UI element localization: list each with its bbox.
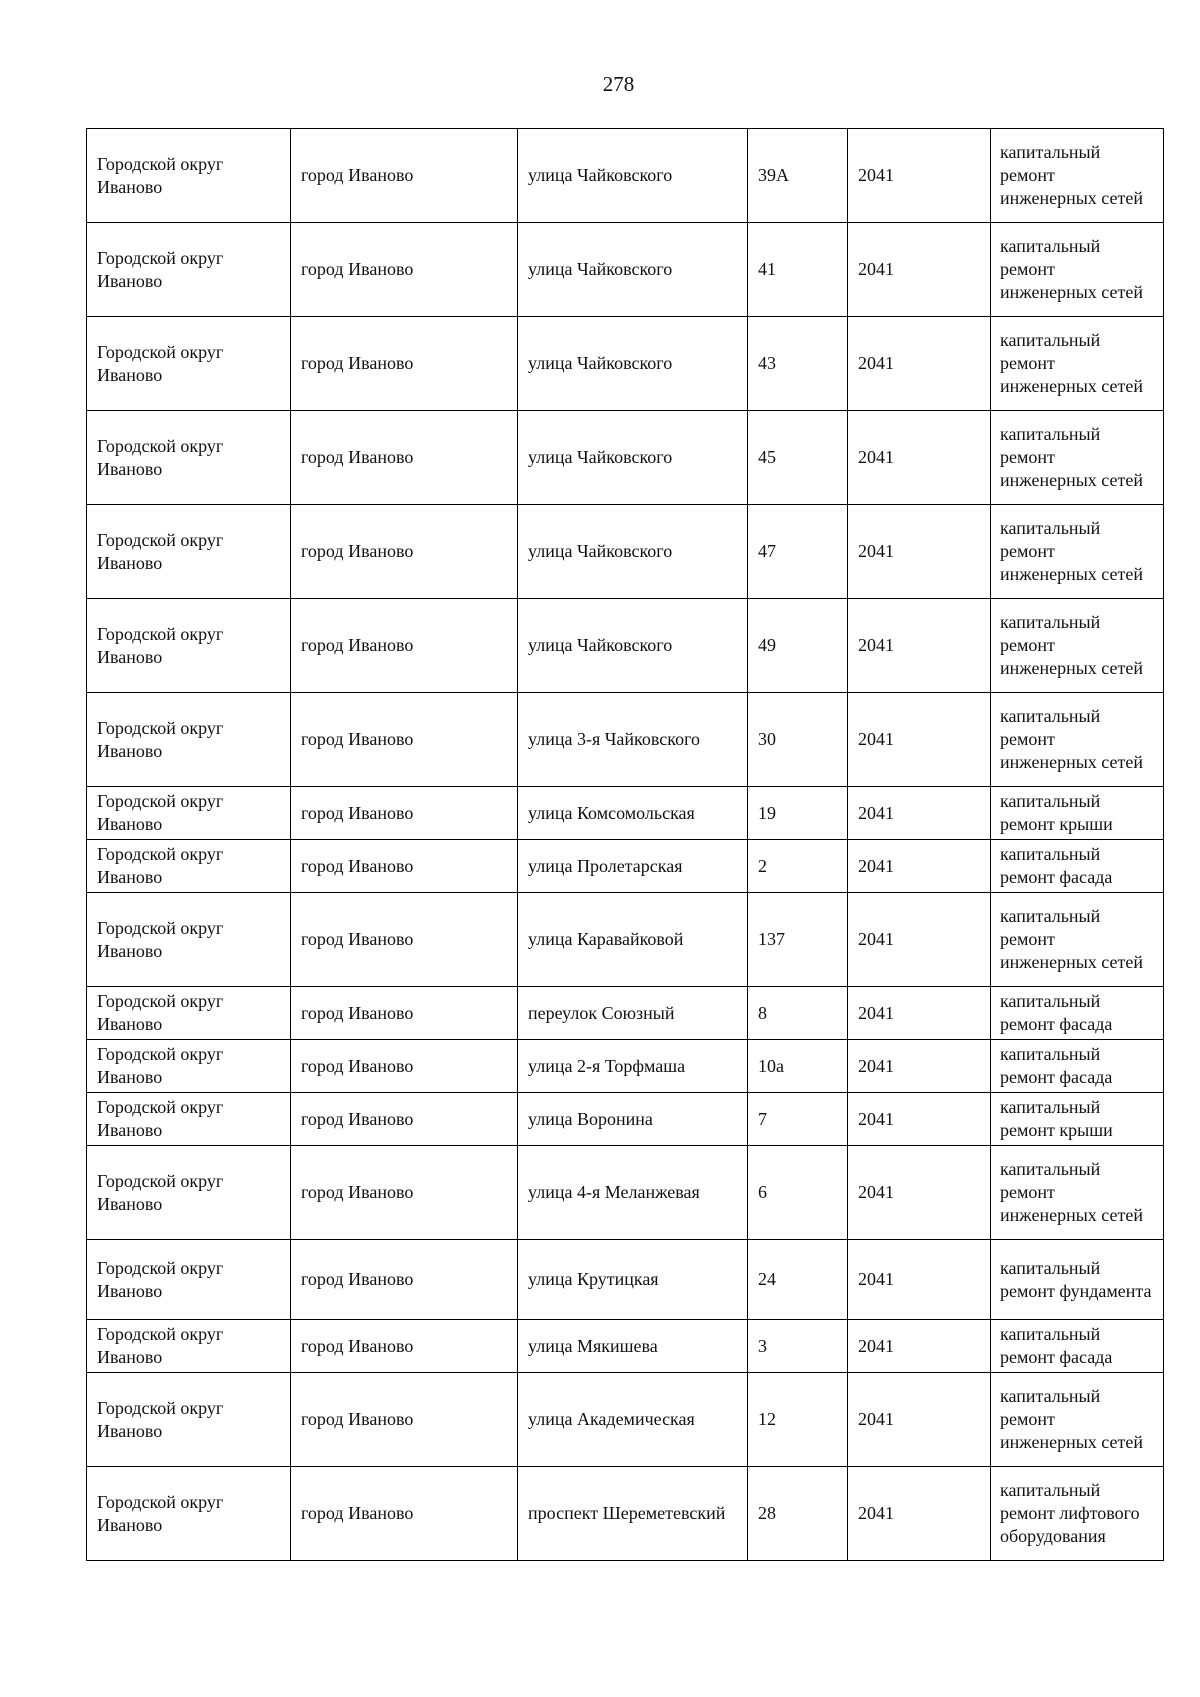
house-cell: 3 [748, 1320, 848, 1373]
city-cell: город Иваново [291, 223, 518, 317]
table-row [87, 1093, 1164, 1146]
district-cell: Городской округ Иваново [87, 223, 291, 317]
street-cell: улица Мякишева [518, 1320, 748, 1373]
street-cell: улица Каравайковой [518, 893, 748, 987]
street-cell: улица Чайковского [518, 129, 748, 223]
table-row [87, 840, 1164, 893]
street-cell: улица Воронина [518, 1093, 748, 1146]
city-cell: город Иваново [291, 505, 518, 599]
street-cell: улица Академическая [518, 1373, 748, 1467]
year-cell: 2041 [848, 893, 991, 987]
year-cell: 2041 [848, 987, 991, 1040]
city-cell: город Иваново [291, 787, 518, 840]
house-cell: 43 [748, 317, 848, 411]
work-type-cell: капитальный ремонт фасада [991, 1040, 1164, 1093]
street-cell: улица Чайковского [518, 411, 748, 505]
city-cell: город Иваново [291, 1146, 518, 1240]
year-cell: 2041 [848, 1373, 991, 1467]
city-cell: город Иваново [291, 599, 518, 693]
work-type-cell: капитальный ремонт фасада [991, 1320, 1164, 1373]
street-cell: переулок Союзный [518, 987, 748, 1040]
street-cell: проспект Шереметевский [518, 1467, 748, 1561]
city-cell: город Иваново [291, 317, 518, 411]
house-cell: 45 [748, 411, 848, 505]
work-type-cell: капитальный ремонт инженерных сетей [991, 893, 1164, 987]
year-cell: 2041 [848, 693, 991, 787]
table-row [87, 223, 1164, 317]
house-cell: 12 [748, 1373, 848, 1467]
house-cell: 10а [748, 1040, 848, 1093]
page-number: 278 [602, 72, 635, 96]
street-cell: улица 2-я Торфмаша [518, 1040, 748, 1093]
work-type-cell: капитальный ремонт лифтового оборудования [991, 1467, 1164, 1561]
district-cell: Городской округ Иваново [87, 893, 291, 987]
table-row [87, 1240, 1164, 1320]
year-cell: 2041 [848, 787, 991, 840]
city-cell: город Иваново [291, 1040, 518, 1093]
city-cell: город Иваново [291, 1240, 518, 1320]
table-row [87, 317, 1164, 411]
work-type-cell: капитальный ремонт инженерных сетей [991, 1146, 1164, 1240]
work-type-cell: капитальный ремонт инженерных сетей [991, 411, 1164, 505]
house-cell: 24 [748, 1240, 848, 1320]
street-cell: улица Чайковского [518, 505, 748, 599]
work-type-cell: капитальный ремонт инженерных сетей [991, 129, 1164, 223]
year-cell: 2041 [848, 599, 991, 693]
year-cell: 2041 [848, 223, 991, 317]
work-type-cell: капитальный ремонт фасада [991, 840, 1164, 893]
street-cell: улица Чайковского [518, 599, 748, 693]
table-row [87, 893, 1164, 987]
table-row [87, 787, 1164, 840]
year-cell: 2041 [848, 1093, 991, 1146]
city-cell: город Иваново [291, 411, 518, 505]
table-row [87, 505, 1164, 599]
work-type-cell: капитальный ремонт инженерных сетей [991, 317, 1164, 411]
work-type-cell: капитальный ремонт инженерных сетей [991, 693, 1164, 787]
year-cell: 2041 [848, 129, 991, 223]
year-cell: 2041 [848, 317, 991, 411]
table-row [87, 1467, 1164, 1561]
table-row [87, 411, 1164, 505]
house-cell: 41 [748, 223, 848, 317]
street-cell: улица Чайковского [518, 317, 748, 411]
district-cell: Городской округ Иваново [87, 411, 291, 505]
district-cell: Городской округ Иваново [87, 317, 291, 411]
table-row [87, 1040, 1164, 1093]
district-cell: Городской округ Иваново [87, 787, 291, 840]
work-type-cell: капитальный ремонт фасада [991, 987, 1164, 1040]
work-type-cell: капитальный ремонт крыши [991, 1093, 1164, 1146]
house-cell: 137 [748, 893, 848, 987]
city-cell: город Иваново [291, 693, 518, 787]
table-row [87, 693, 1164, 787]
district-cell: Городской округ Иваново [87, 129, 291, 223]
year-cell: 2041 [848, 840, 991, 893]
table-row [87, 1373, 1164, 1467]
repair-schedule-table [86, 128, 1164, 1561]
district-cell: Городской округ Иваново [87, 1093, 291, 1146]
city-cell: город Иваново [291, 129, 518, 223]
house-cell: 8 [748, 987, 848, 1040]
year-cell: 2041 [848, 411, 991, 505]
table-row [87, 1146, 1164, 1240]
work-type-cell: капитальный ремонт инженерных сетей [991, 505, 1164, 599]
house-cell: 19 [748, 787, 848, 840]
year-cell: 2041 [848, 1146, 991, 1240]
district-cell: Городской округ Иваново [87, 693, 291, 787]
work-type-cell: капитальный ремонт инженерных сетей [991, 1373, 1164, 1467]
city-cell: город Иваново [291, 1373, 518, 1467]
year-cell: 2041 [848, 1040, 991, 1093]
city-cell: город Иваново [291, 987, 518, 1040]
year-cell: 2041 [848, 505, 991, 599]
work-type-cell: капитальный ремонт фундамента [991, 1240, 1164, 1320]
table-row [87, 987, 1164, 1040]
city-cell: город Иваново [291, 840, 518, 893]
city-cell: город Иваново [291, 1320, 518, 1373]
house-cell: 7 [748, 1093, 848, 1146]
house-cell: 49 [748, 599, 848, 693]
work-type-cell: капитальный ремонт инженерных сетей [991, 599, 1164, 693]
district-cell: Городской округ Иваново [87, 1467, 291, 1561]
year-cell: 2041 [848, 1320, 991, 1373]
street-cell: улица 3-я Чайковского [518, 693, 748, 787]
table-row [87, 599, 1164, 693]
year-cell: 2041 [848, 1467, 991, 1561]
street-cell: улица Крутицкая [518, 1240, 748, 1320]
district-cell: Городской округ Иваново [87, 1320, 291, 1373]
district-cell: Городской округ Иваново [87, 1373, 291, 1467]
district-cell: Городской округ Иваново [87, 987, 291, 1040]
street-cell: улица 4-я Меланжевая [518, 1146, 748, 1240]
house-cell: 30 [748, 693, 848, 787]
work-type-cell: капитальный ремонт крыши [991, 787, 1164, 840]
house-cell: 39А [748, 129, 848, 223]
work-type-cell: капитальный ремонт инженерных сетей [991, 223, 1164, 317]
city-cell: город Иваново [291, 1467, 518, 1561]
district-cell: Городской округ Иваново [87, 505, 291, 599]
street-cell: улица Чайковского [518, 223, 748, 317]
district-cell: Городской округ Иваново [87, 1040, 291, 1093]
house-cell: 2 [748, 840, 848, 893]
table-row [87, 129, 1164, 223]
street-cell: улица Пролетарская [518, 840, 748, 893]
house-cell: 28 [748, 1467, 848, 1561]
house-cell: 6 [748, 1146, 848, 1240]
house-cell: 47 [748, 505, 848, 599]
city-cell: город Иваново [291, 1093, 518, 1146]
district-cell: Городской округ Иваново [87, 1146, 291, 1240]
year-cell: 2041 [848, 1240, 991, 1320]
table-row [87, 1320, 1164, 1373]
district-cell: Городской округ Иваново [87, 1240, 291, 1320]
city-cell: город Иваново [291, 893, 518, 987]
district-cell: Городской округ Иваново [87, 840, 291, 893]
district-cell: Городской округ Иваново [87, 599, 291, 693]
street-cell: улица Комсомольская [518, 787, 748, 840]
